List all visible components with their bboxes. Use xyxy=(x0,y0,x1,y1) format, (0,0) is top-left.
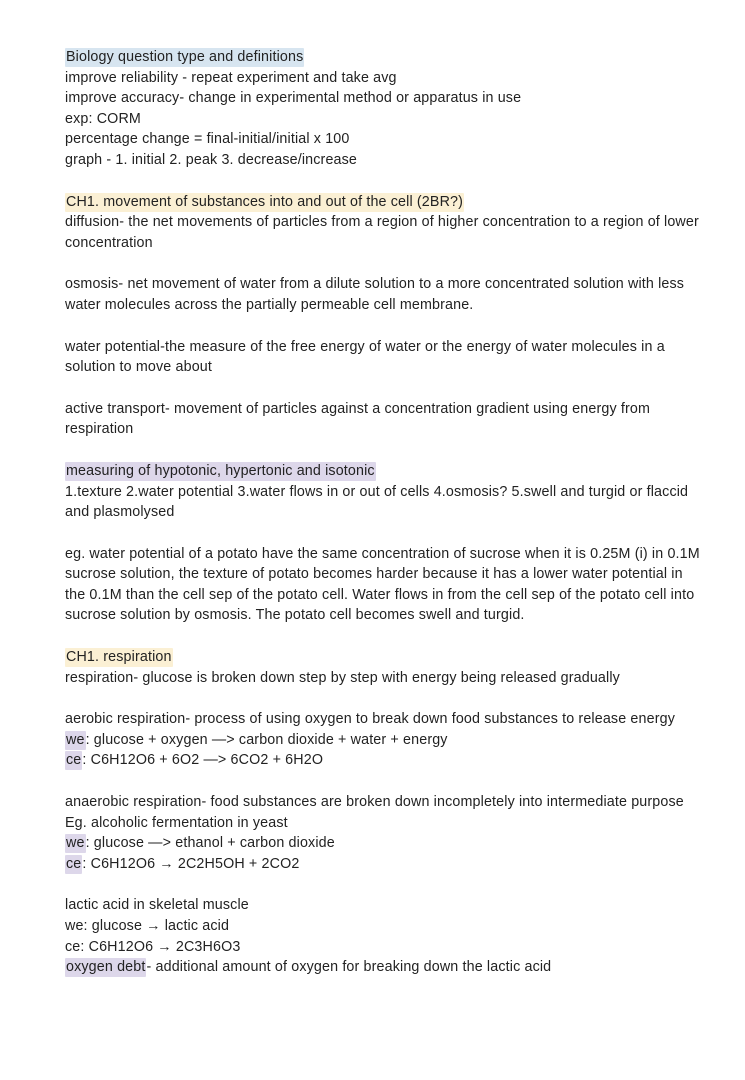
intro-line-accuracy: improve accuracy- change in experimental method or apparatus in use xyxy=(65,90,522,107)
intro-heading: Biology question type and definitions xyxy=(66,49,304,65)
definition-anaerobic-respiration: anaerobic respiration- food substances are broken down incompletely into intermediate purpose xyxy=(65,794,684,811)
ch1-movement-heading: CH1. movement of substances into and out of the cell (2BR?) xyxy=(66,193,464,210)
section-intro xyxy=(65,47,700,171)
intro-line-percentage-change: percentage change = final-initial/initial x 100 xyxy=(65,131,350,148)
intro-heading-line xyxy=(65,47,700,68)
aerobic-chemical-equation: : C6H12O6 + 6O2 —> 6CO2 + 6H2O xyxy=(82,752,324,769)
measuring-heading-line xyxy=(65,461,700,482)
spacer xyxy=(65,771,700,792)
chemical-equation-label: ce xyxy=(66,855,82,872)
definition-active-transport: active transport- movement of particles against a concentration gradient using energy from respiration xyxy=(65,400,651,438)
spacer xyxy=(65,440,700,461)
aerobic-word-equation-line xyxy=(65,730,700,751)
ch1-respiration-heading-line xyxy=(65,647,700,668)
lactic-acid-title: lactic acid in skeletal muscle xyxy=(65,897,249,914)
section-measuring xyxy=(65,461,700,523)
intro-line-graph: graph - 1. initial 2. peak 3. decrease/increase xyxy=(65,151,358,168)
spacer xyxy=(65,253,700,274)
oxygen-debt-definition: - additional amount of oxygen for breaking down the lactic acid xyxy=(146,959,552,976)
anaerobic-word-equation-line xyxy=(65,833,700,854)
anaerobic-chemical-equation: : C6H12O6 → 2C2H5OH + 2CO2 xyxy=(82,855,300,872)
ch1-respiration-heading: CH1. respiration xyxy=(66,649,172,666)
measuring-heading: measuring of hypotonic, hypertonic and isotonic xyxy=(66,462,375,479)
definition-osmosis: osmosis- net movement of water from a dilute solution to a more concentrated solution with less water molecules across the partially permeable cell membrane. xyxy=(65,276,685,313)
word-equation-label: we xyxy=(66,835,85,852)
spacer xyxy=(65,688,700,709)
anaerobic-example-title: Eg. alcoholic fermentation in yeast xyxy=(65,814,288,831)
aerobic-chemical-equation-line xyxy=(65,750,700,771)
measuring-checklist: 1.texture 2.water potential 3.water flows in or out of cells 4.osmosis? 5.swell and turgid or flaccid and plasmolysed xyxy=(65,483,689,521)
spacer xyxy=(65,523,700,544)
lactic-chemical-equation: ce: C6H12O6 → 2C3H6O3 xyxy=(65,938,241,955)
intro-line-reliability: improve reliability - repeat experiment and take avg xyxy=(65,69,397,86)
spacer xyxy=(65,316,700,337)
spacer xyxy=(65,874,700,895)
measuring-potato-example: eg. water potential of a potato have the same concentration of sucrose when it is 0.25M (i) in 0.1M sucrose solution, the texture of potato becomes harder because it has a lower water potential in the 0.1M than the cell sep of the potato cell. Water flows in from the cell sep of the potato cell into sucrose solution by osmosis. The potato cell becomes swell and turgid. xyxy=(65,545,700,624)
ch1-movement-heading-line xyxy=(65,192,700,213)
section-ch1-respiration xyxy=(65,647,700,688)
intro-line-exp: exp: CORM xyxy=(65,110,141,127)
subsection-aerobic-respiration xyxy=(65,709,700,771)
oxygen-debt-term: oxygen debt xyxy=(66,959,146,976)
definition-diffusion: diffusion- the net movements of particles from a region of higher concentration to a region of lower concentration xyxy=(65,214,699,251)
oxygen-debt-line xyxy=(65,957,700,978)
section-ch1-movement xyxy=(65,192,700,254)
subsection-lactic-acid xyxy=(65,895,700,977)
spacer xyxy=(65,626,700,647)
word-equation-label: we xyxy=(66,731,85,748)
notes-body xyxy=(65,47,700,978)
spacer xyxy=(65,378,700,399)
definition-respiration: respiration- glucose is broken down step by step with energy being released gradually xyxy=(65,669,620,686)
anaerobic-chemical-equation-line xyxy=(65,854,700,875)
definition-aerobic-respiration: aerobic respiration- process of using oxygen to break down food substances to release energy xyxy=(65,711,676,728)
spacer xyxy=(65,171,700,192)
chemical-equation-label: ce xyxy=(66,752,82,769)
aerobic-word-equation: : glucose + oxygen —> carbon dioxide + water + energy xyxy=(85,731,448,748)
subsection-anaerobic-respiration xyxy=(65,792,700,874)
lactic-word-equation: we: glucose → lactic acid xyxy=(65,918,230,934)
anaerobic-word-equation: : glucose —> ethanol + carbon dioxide xyxy=(85,835,335,852)
definition-water-potential: water potential-the measure of the free energy of water or the energy of water molecules in a solution to move about xyxy=(65,338,665,376)
